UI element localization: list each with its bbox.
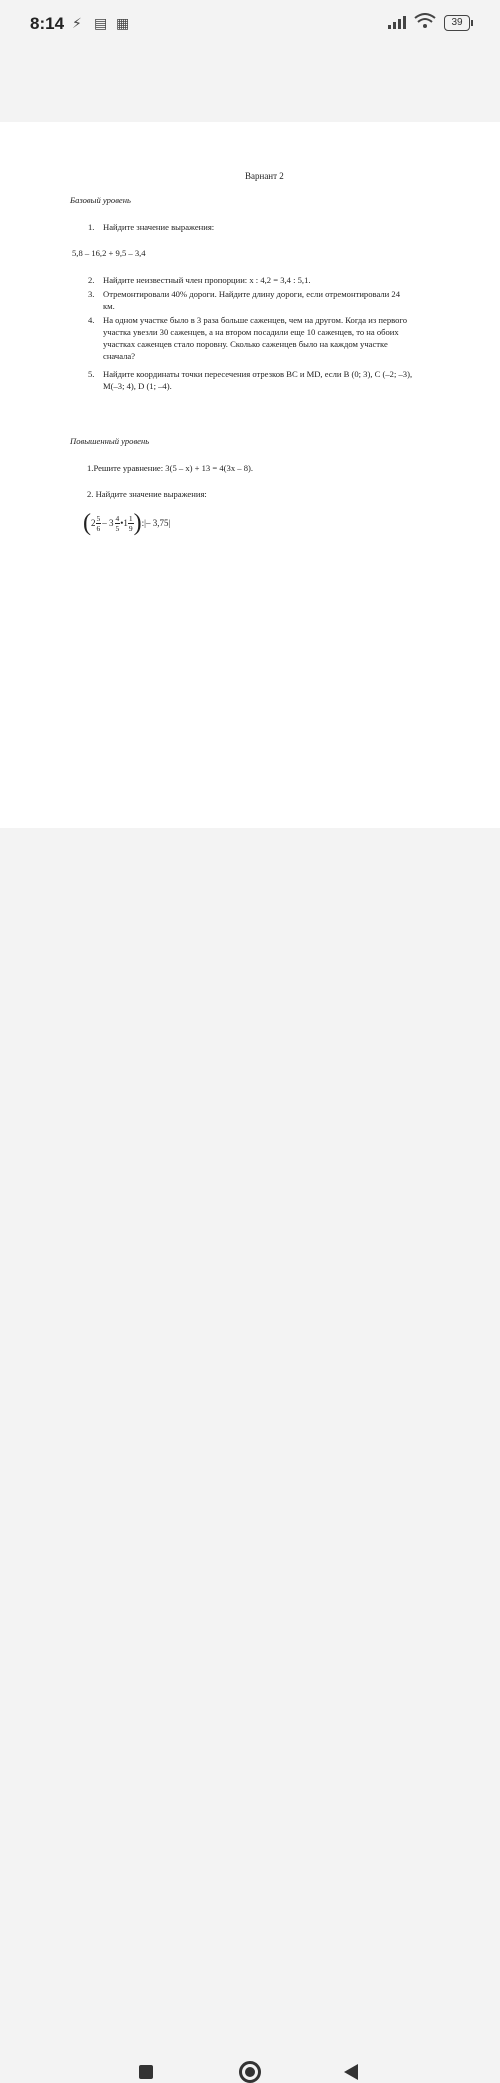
task-text: M(–3; 4), D (1; –4). bbox=[103, 381, 172, 391]
task-text: На одном участке было в 3 раза больше саженцев, чем на другом. Когда из первого bbox=[103, 315, 408, 325]
whole-part: 2 bbox=[91, 518, 96, 528]
task-text: Найдите координаты точки пересечения отрезков BC и MD, если B (0; 3), C (–2; –3), bbox=[103, 369, 413, 379]
numerator: 1 bbox=[128, 513, 133, 523]
task-text: 1.Решите уравнение: 3(5 – x) + 13 = 4(3x – 8). bbox=[87, 463, 254, 473]
denominator: 6 bbox=[96, 523, 101, 533]
expression: 5,8 – 16,2 + 9,5 – 3,4 bbox=[72, 248, 146, 258]
operator: – 3 bbox=[102, 518, 114, 528]
notification-icon: ⚡ bbox=[72, 16, 82, 32]
wifi-icon bbox=[414, 13, 436, 29]
clock: 8:14 bbox=[30, 14, 65, 33]
document-title: Варнант 2 bbox=[245, 171, 284, 181]
denominator: 5 bbox=[115, 523, 120, 533]
task-number: 4. bbox=[88, 315, 95, 325]
task-number: 3. bbox=[88, 289, 95, 299]
task-text: Найдите неизвестный член пропорции: x : 4,2 = 3,4 : 5,1. bbox=[103, 275, 311, 285]
left-paren: ( bbox=[83, 510, 91, 536]
numerator: 5 bbox=[96, 513, 101, 523]
fraction-expression bbox=[83, 511, 170, 535]
navigation-bar bbox=[0, 1022, 500, 1083]
task-text: км. bbox=[103, 301, 115, 311]
task-number: 1. bbox=[88, 222, 95, 232]
advanced-level-heading: Повышенный уровень bbox=[70, 436, 150, 446]
back-icon[interactable] bbox=[344, 2064, 358, 2080]
status-bar bbox=[0, 0, 500, 50]
recent-apps-icon[interactable] bbox=[139, 2065, 153, 2079]
app-icon: ▦ bbox=[116, 16, 130, 32]
basic-level-heading: Базовый уровень bbox=[70, 195, 131, 205]
denominator: 9 bbox=[128, 523, 133, 533]
operator: •1 bbox=[120, 518, 128, 528]
expression-tail: :|– 3,75| bbox=[141, 518, 171, 528]
task-text: участках саженцев стало поровну. Сколько саженцев было на каждом участке bbox=[103, 339, 388, 349]
task-number: 2. bbox=[88, 275, 95, 285]
right-paren: ) bbox=[133, 510, 142, 536]
document-page bbox=[0, 122, 500, 828]
signal-icon bbox=[388, 15, 408, 29]
task-text: Отремонтировали 40% дороги. Найдите длину дороги, если отремонтировали 24 bbox=[103, 289, 400, 299]
home-icon[interactable] bbox=[239, 2061, 261, 2083]
task-text: 2. Найдите значение выражения: bbox=[87, 489, 207, 499]
battery-icon: 39 bbox=[444, 15, 470, 31]
message-icon: ▤ bbox=[94, 16, 108, 32]
task-text: Найдите значение выражения: bbox=[103, 222, 215, 232]
task-number: 5. bbox=[88, 369, 95, 379]
task-text: сначала? bbox=[103, 351, 136, 361]
numerator: 4 bbox=[115, 513, 120, 523]
task-text: участка увезли 30 саженцев, а на втором посадили еще 10 саженцев, то на обоих bbox=[103, 327, 399, 337]
